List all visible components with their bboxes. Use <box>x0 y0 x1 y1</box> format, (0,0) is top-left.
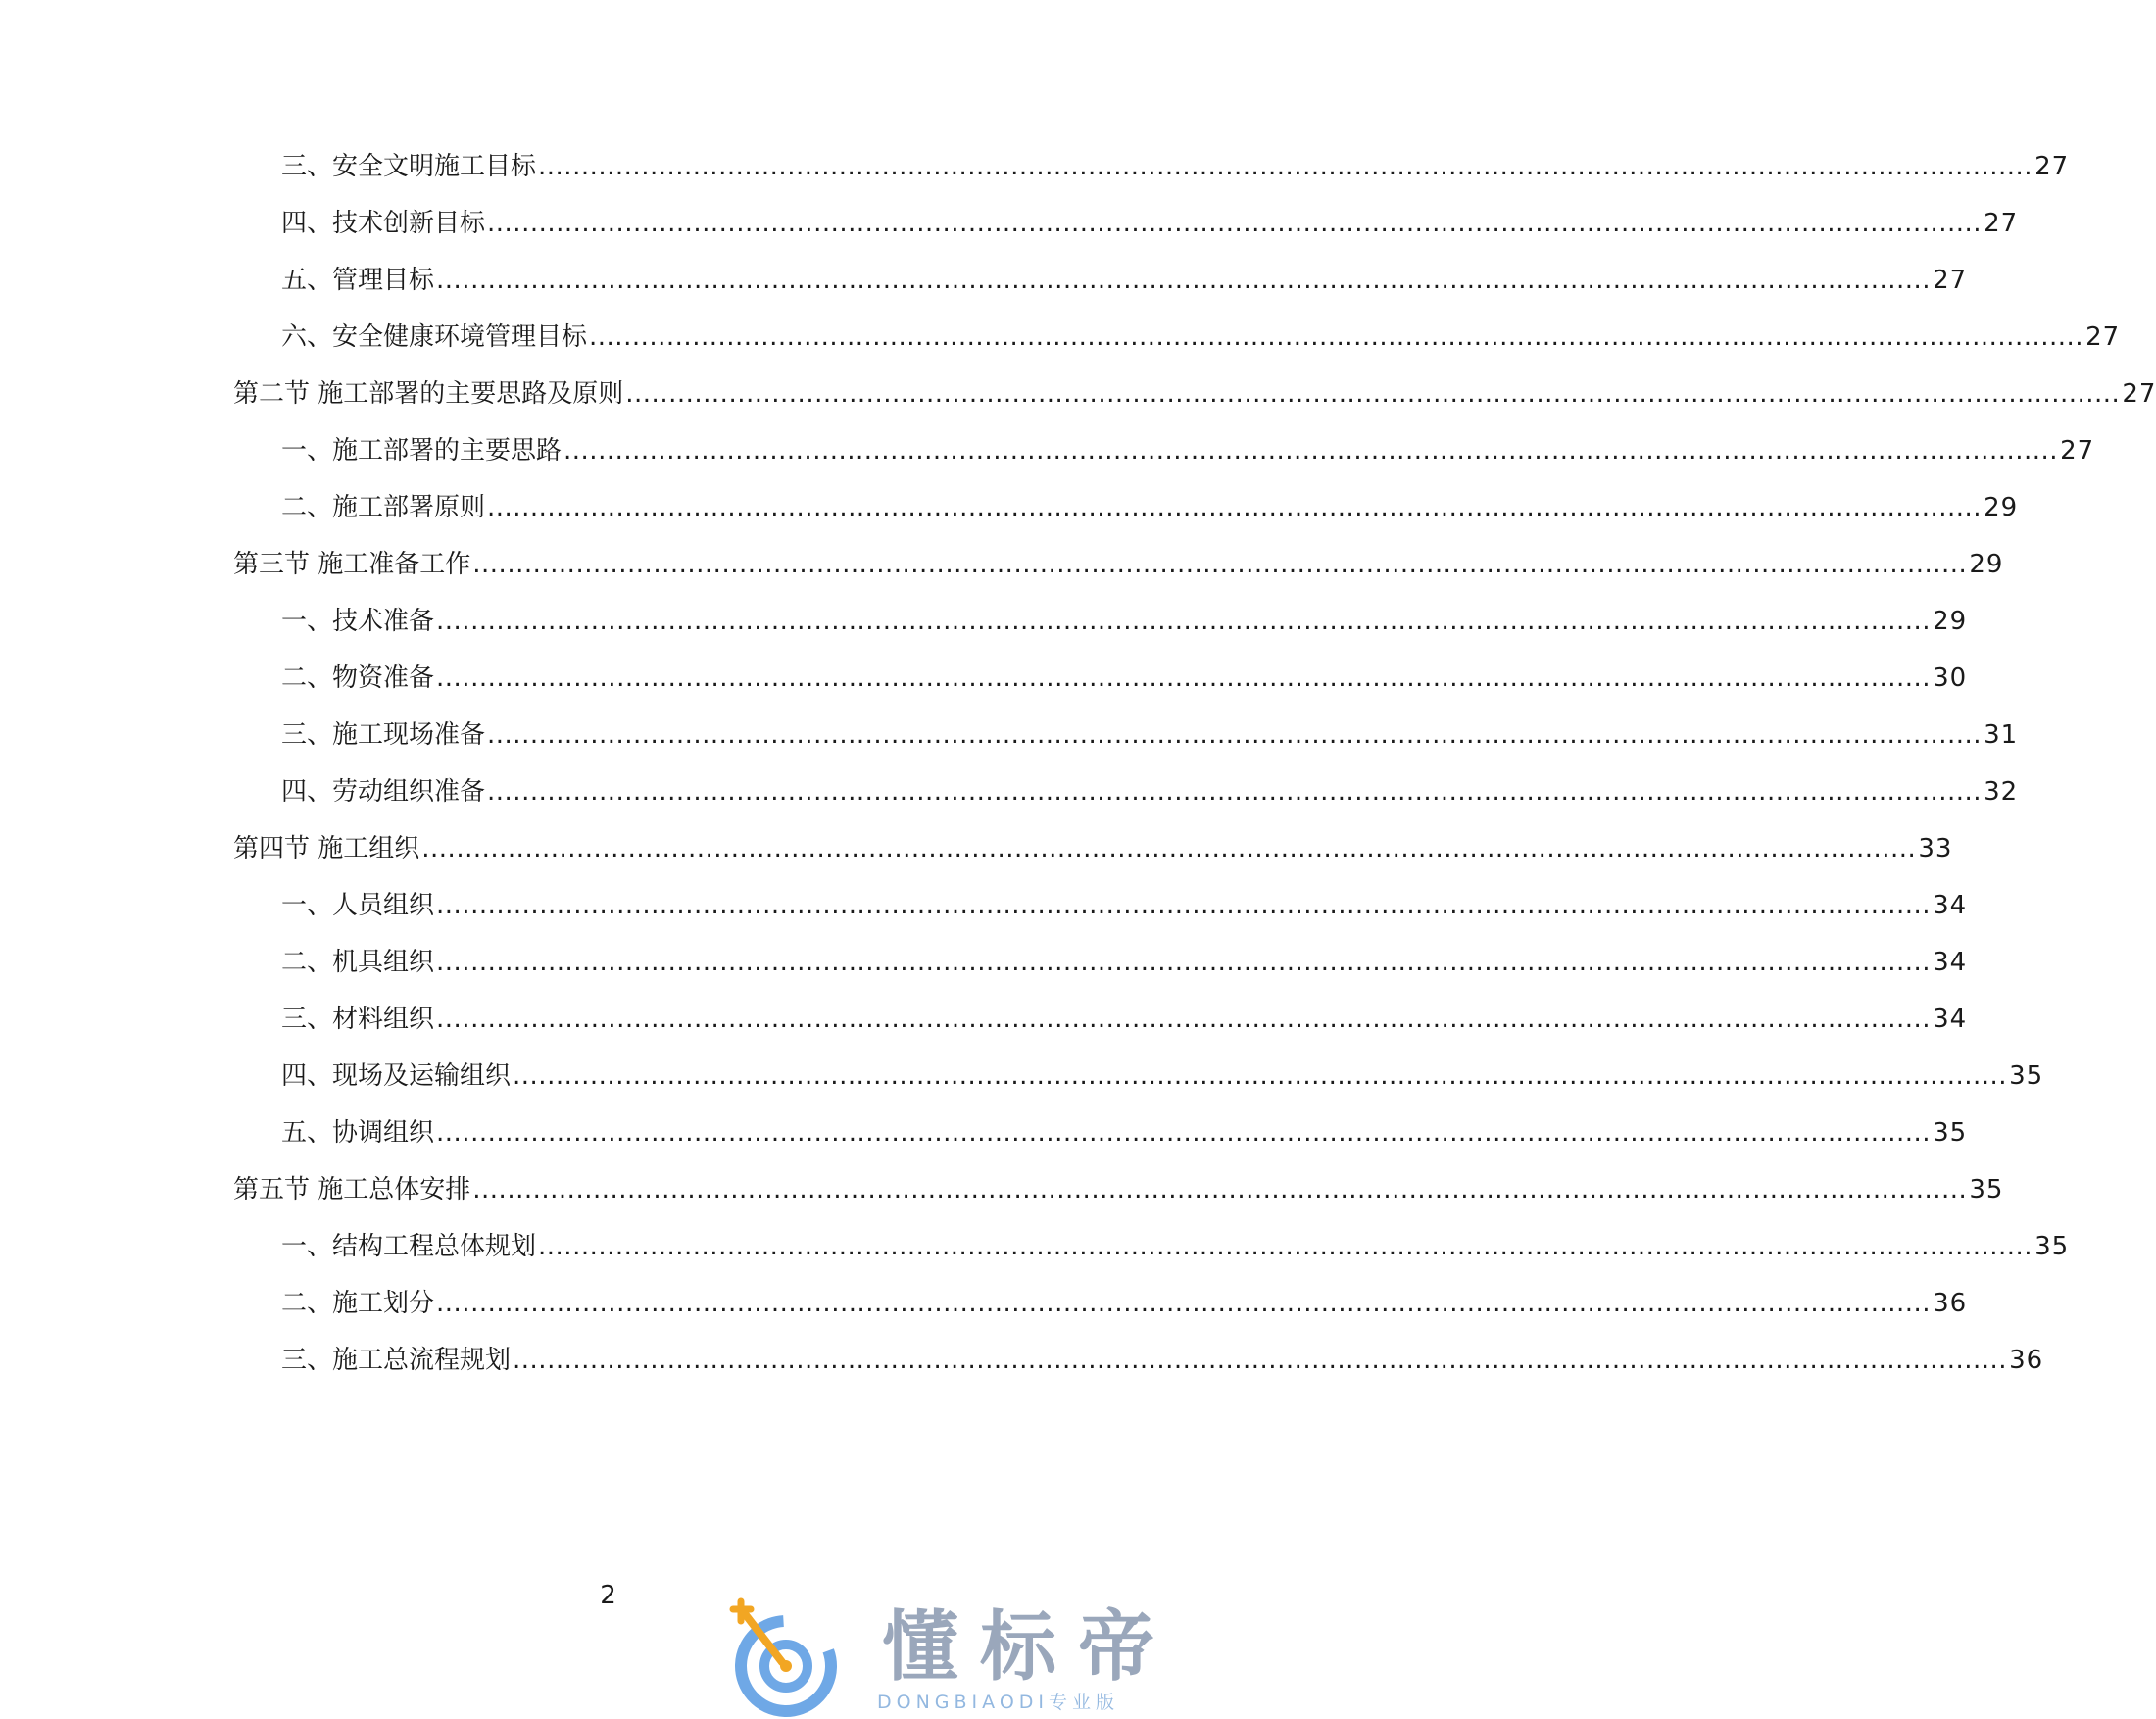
toc-section-entry[interactable] <box>233 1170 2004 1209</box>
toc-entry[interactable] <box>281 943 1968 982</box>
toc-entry[interactable] <box>281 1113 1968 1153</box>
toc-entry-label: 第五节 施工总体安排 <box>233 1175 471 1204</box>
toc-entry-label: 第二节 施工部署的主要思路及原则 <box>233 379 624 409</box>
toc-entry-label: 第四节 施工组织 <box>233 834 420 863</box>
toc-leader-dots: .............................................................................................................................................................................. <box>472 1175 1968 1204</box>
toc-entry-label: 一、技术准备 <box>281 607 435 636</box>
toc-entry-label: 三、施工现场准备 <box>281 720 486 750</box>
toc-leader-dots: .............................................................................................................................................................................. <box>589 322 2084 352</box>
toc-entry-label: 二、物资准备 <box>281 663 435 693</box>
toc-entry-page: 27 <box>1933 266 1968 295</box>
toc-entry-label: 二、施工划分 <box>281 1289 435 1318</box>
toc-leader-dots: .............................................................................................................................................................................. <box>487 493 1983 522</box>
toc-entry-page: 29 <box>1984 493 2019 522</box>
toc-leader-dots: .............................................................................................................................................................................. <box>513 1061 2008 1091</box>
toc-entry[interactable] <box>281 1341 2044 1380</box>
toc-entry[interactable] <box>281 1000 1968 1039</box>
toc-leader-dots: .............................................................................................................................................................................. <box>487 720 1983 750</box>
toc-entry[interactable] <box>281 886 1968 925</box>
toc-leader-dots: .............................................................................................................................................................................. <box>564 436 2059 466</box>
toc-leader-dots: .............................................................................................................................................................................. <box>436 266 1932 295</box>
toc-entry[interactable] <box>281 147 2070 186</box>
toc-leader-dots: .............................................................................................................................................................................. <box>472 550 1968 579</box>
toc-leader-dots: .............................................................................................................................................................................. <box>421 834 1917 863</box>
page-number: 2 <box>600 1581 616 1610</box>
toc-entry-page: 35 <box>1969 1175 2004 1204</box>
toc-leader-dots: .............................................................................................................................................................................. <box>436 891 1932 920</box>
toc-entry-page: 34 <box>1933 891 1968 920</box>
toc-entry-page: 27 <box>2060 436 2095 466</box>
toc-leader-dots: .............................................................................................................................................................................. <box>436 1289 1932 1318</box>
toc-entry-label: 一、施工部署的主要思路 <box>281 436 563 466</box>
toc-entry[interactable] <box>281 1227 2070 1266</box>
toc-entry-label: 一、结构工程总体规划 <box>281 1232 537 1261</box>
toc-entry[interactable] <box>281 1056 2044 1096</box>
toc-entry-page: 35 <box>1933 1118 1968 1148</box>
toc-leader-dots: .............................................................................................................................................................................. <box>436 1005 1932 1034</box>
toc-entry[interactable] <box>281 261 1968 300</box>
toc-section-entry[interactable] <box>233 829 1953 868</box>
toc-entry-label: 五、管理目标 <box>281 266 435 295</box>
toc-entry-label: 三、安全文明施工目标 <box>281 152 537 181</box>
toc-entry-page: 34 <box>1933 948 1968 977</box>
toc-entry-page: 31 <box>1984 720 2019 750</box>
toc-entry-page: 35 <box>2009 1061 2044 1091</box>
toc-entry[interactable] <box>281 659 1968 698</box>
toc-entry-label: 六、安全健康环境管理目标 <box>281 322 588 352</box>
toc-entry-label: 四、现场及运输组织 <box>281 1061 512 1091</box>
toc-entry-label: 四、劳动组织准备 <box>281 777 486 807</box>
toc-entry-label: 一、人员组织 <box>281 891 435 920</box>
toc-entry-page: 32 <box>1984 777 2019 807</box>
toc-entry[interactable] <box>281 715 2019 755</box>
toc-entry[interactable] <box>281 772 2019 811</box>
toc-entry[interactable] <box>281 602 1968 641</box>
watermark-subtitle: DONGBIAODI专业版 <box>877 1692 1120 1713</box>
toc-leader-dots: .............................................................................................................................................................................. <box>625 379 2121 409</box>
toc-section-entry[interactable] <box>233 545 2004 584</box>
toc-entry-page: 30 <box>1933 663 1968 693</box>
watermark <box>725 1599 1205 1719</box>
toc-entry[interactable] <box>281 1284 1968 1323</box>
toc-entry-label: 四、技术创新目标 <box>281 209 486 238</box>
toc-leader-dots: .............................................................................................................................................................................. <box>538 1232 2034 1261</box>
toc-entry-page: 27 <box>2085 322 2121 352</box>
toc-entry-page: 36 <box>1933 1289 1968 1318</box>
toc-entry-page: 29 <box>1969 550 2004 579</box>
toc-entry-page: 33 <box>1918 834 1953 863</box>
toc-entry-label: 第三节 施工准备工作 <box>233 550 471 579</box>
toc-entry[interactable] <box>281 431 2095 470</box>
toc-entry-label: 二、施工部署原则 <box>281 493 486 522</box>
watermark-brand: 懂标帝 <box>882 1603 1177 1692</box>
toc-entry[interactable] <box>281 204 2019 243</box>
toc-section-entry[interactable] <box>233 374 2156 414</box>
toc-entry-label: 二、机具组织 <box>281 948 435 977</box>
toc-entry-label: 三、材料组织 <box>281 1005 435 1034</box>
target-dart-logo-icon <box>725 1599 853 1719</box>
toc-entry-label: 五、协调组织 <box>281 1118 435 1148</box>
toc-leader-dots: .............................................................................................................................................................................. <box>538 152 2034 181</box>
toc-entry-page: 34 <box>1933 1005 1968 1034</box>
toc-leader-dots: .............................................................................................................................................................................. <box>513 1346 2008 1375</box>
toc-leader-dots: .............................................................................................................................................................................. <box>436 607 1932 636</box>
toc-entry-page: 35 <box>2034 1232 2070 1261</box>
toc-entry-page: 29 <box>1933 607 1968 636</box>
toc-entry-page: 27 <box>2034 152 2070 181</box>
toc-leader-dots: .............................................................................................................................................................................. <box>487 777 1983 807</box>
toc-leader-dots: .............................................................................................................................................................................. <box>436 663 1932 693</box>
toc-entry[interactable] <box>281 488 2019 527</box>
toc-entry-page: 27 <box>1984 209 2019 238</box>
toc-entry-page: 36 <box>2009 1346 2044 1375</box>
toc-leader-dots: .............................................................................................................................................................................. <box>487 209 1983 238</box>
toc-leader-dots: .............................................................................................................................................................................. <box>436 948 1932 977</box>
toc-leader-dots: .............................................................................................................................................................................. <box>436 1118 1932 1148</box>
toc-entry-page: 27 <box>2122 379 2156 409</box>
toc-entry[interactable] <box>281 318 2121 357</box>
toc-entry-label: 三、施工总流程规划 <box>281 1346 512 1375</box>
